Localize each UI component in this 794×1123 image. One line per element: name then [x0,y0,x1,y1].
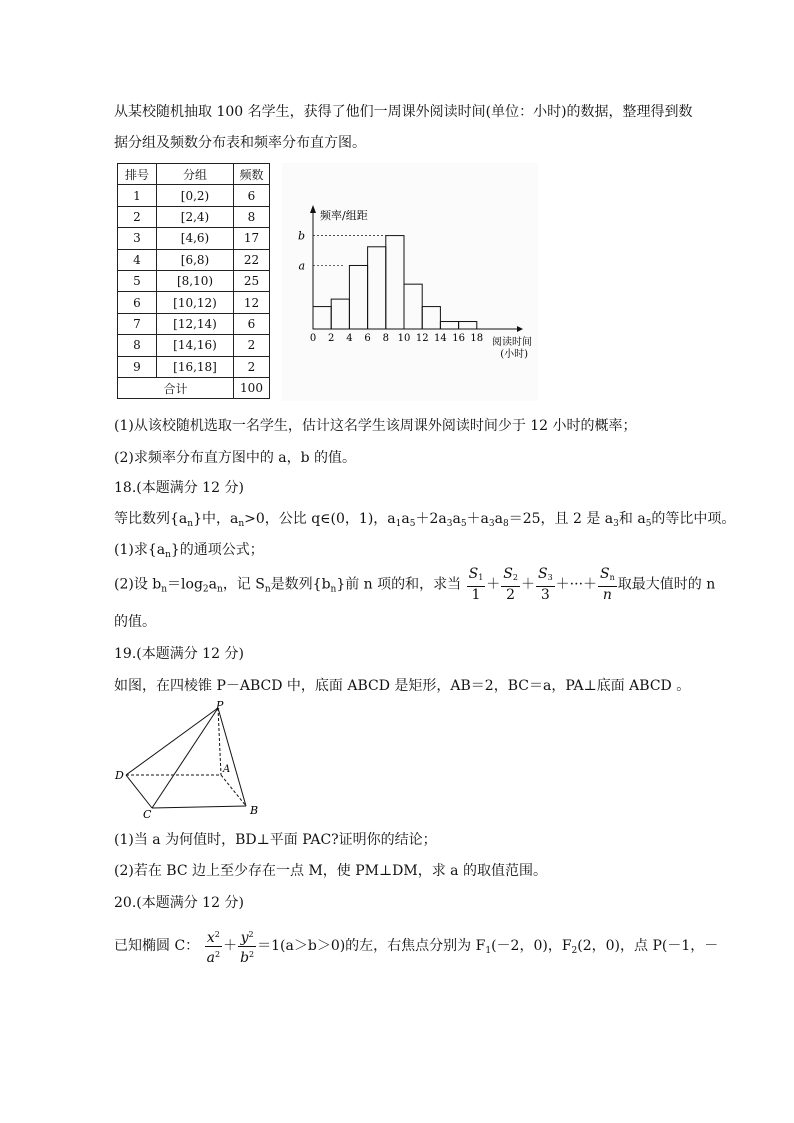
edge-CB [152,806,246,808]
table-row [118,185,270,206]
x-tick-label: 10 [397,333,411,344]
table-cell: 25 [234,270,270,291]
vertex-label-P: P [216,699,224,712]
fraction-s2: $\frac{S2}{2}$ [503,566,518,603]
chart-background [282,163,538,401]
table-header-cell: 频数 [234,164,270,185]
x-tick-label: 4 [346,333,353,344]
edge-DC [126,775,152,808]
table-cell: [4,6) [157,228,234,249]
q19-statement: 如图，在四棱锥 P－ABCD 中，底面 ABCD 是矩形，AB＝2，BC＝a，PA⊥底面 ABCD 。 [114,678,691,694]
table-cell: [10,12) [157,292,234,313]
table-row [118,356,270,377]
table-header-row [118,164,270,185]
vertex-label-A: A [223,764,231,775]
table-cell: 7 [118,313,157,334]
intro-line-1: 从某校随机抽取 100 名学生，获得了他们一周课外阅读时间(单位：小时)的数据，整理得到数 [114,104,693,120]
table-row [118,335,270,356]
q18-part1: (1)求$\{a_n\}$的通项公式； [114,542,264,560]
table-header-cell: 排号 [118,164,157,185]
x-axis-label: 阅读时间 [492,337,532,348]
table-total-row [118,377,270,398]
table-cell: 2 [234,335,270,356]
table-cell: [2,4) [157,206,234,227]
q20-header: 20.(本题满分 12 分) [114,895,244,911]
q19-part1: (1)当 a 为何值时，BD⊥平面 PAC?证明你的结论； [114,832,437,848]
table-total-value: 100 [234,377,270,398]
q17-part1: (1)从该校随机选取一名学生，估计这名学生该周课外阅读时间少于 12 小时的概率； [114,418,637,434]
x-tick-label: 8 [382,333,389,344]
y-axis-label: 频率/组距 [320,209,368,222]
table-cell: 3 [118,228,157,249]
q18-part2: (2)设 $b_n=\log_2a_n$，记 $S_n$是数列$\{b_n\}$前 n 项的和，求当 $\frac{S1}{1}$ ＋ $\frac{S2}{2}$ ＋ $\frac{S3}{3}$ ＋···＋ $\frac{Sn}{n}$ 取最大值时的 n [114,566,716,603]
table-row [118,206,270,227]
edge-PC [152,708,218,808]
table-cell: [8,10) [157,270,234,291]
q18-part2-end: 的值。 [114,614,156,630]
table-cell: [14,16) [157,335,234,356]
q17-part2: (2)求频率分布直方图中的 a，b 的值。 [114,450,357,466]
fraction-sn: $\frac{Sn}{n}$ [600,566,615,603]
x-tick-label: 14 [434,333,447,344]
histogram-chart [282,163,538,401]
table-cell: 4 [118,249,157,270]
edge-PD [126,708,218,775]
q19-header: 19.(本题满分 12 分) [114,646,244,662]
table-row [118,249,270,270]
table-row [118,313,270,334]
fraction-s3: $\frac{S3}{3}$ [537,566,553,603]
table-header-cell: 分组 [157,164,234,185]
table-cell: 6 [234,313,270,334]
q18-header: 18.(本题满分 12 分) [114,480,244,496]
x-tick-label: 0 [309,333,317,344]
vertex-label-D: D [115,769,124,782]
q18-statement: 等比数列$\{a_n\}$中，$a_n>0$，公比 q∈(0，1)，$a_1a_5+2a_3a_5+a_3a_8=25$，且 2 是 $a_3$和 $a_5$的等比中项。 [114,511,736,529]
vertex-label-C: C [143,808,152,821]
q20-statement: 已知椭圆 C： $\frac{x^2}{a^2}$ ＋ $\frac{y^2}{b^2}$ ＝1(a＞b＞0)的左，右焦点分别为 $F_1(-2$，0)，$F_2(2$，0)，点 P(－1，－ [114,926,718,971]
table-cell: 22 [234,249,270,270]
frequency-table [117,163,270,399]
x-tick-label: 16 [452,333,465,344]
table-cell: 2 [118,206,157,227]
x-axis-unit: (小时) [500,349,528,360]
table-cell: 6 [234,185,270,206]
q19-part2: (2)若在 BC 边上至少存在一点 M，使 PM⊥DM，求 a 的取值范围。 [114,863,547,879]
x-tick-label: 12 [415,333,429,344]
vertex-label-B: B [250,804,259,817]
table-row [118,270,270,291]
table-cell: [16,18] [157,356,234,377]
fraction-x2-a2: $\frac{x^2}{a^2}$ [205,927,222,966]
table-cell: [0,2) [157,185,234,206]
table-cell: 9 [118,356,157,377]
table-cell: 8 [118,335,157,356]
table-cell: 1 [118,185,157,206]
table-row [118,292,270,313]
table-cell: 5 [118,270,157,291]
x-tick-label: 18 [470,333,484,344]
y-label-a: a [298,259,305,273]
fraction-y2-b2: $\frac{y^2}{b^2}$ [238,927,256,966]
table-cell: 2 [234,356,270,377]
table-cell: 12 [234,292,270,313]
x-tick-label: 2 [328,333,335,344]
x-tick-label: 6 [364,333,371,344]
pyramid-figure [110,698,270,822]
table-cell: 8 [234,206,270,227]
table-row [118,228,270,249]
intro-line-2: 据分组及频数分布表和频率分布直方图。 [114,135,366,151]
table-cell: [12,14) [157,313,234,334]
edge-PB [218,708,246,806]
table-cell: [6,8) [157,249,234,270]
fraction-s1: $\frac{S1}{1}$ [468,566,484,603]
table-cell: 17 [234,228,270,249]
table-total-label: 合计 [118,377,234,398]
y-label-b: b [297,229,305,243]
table-cell: 6 [118,292,157,313]
edge-AB [221,775,246,806]
